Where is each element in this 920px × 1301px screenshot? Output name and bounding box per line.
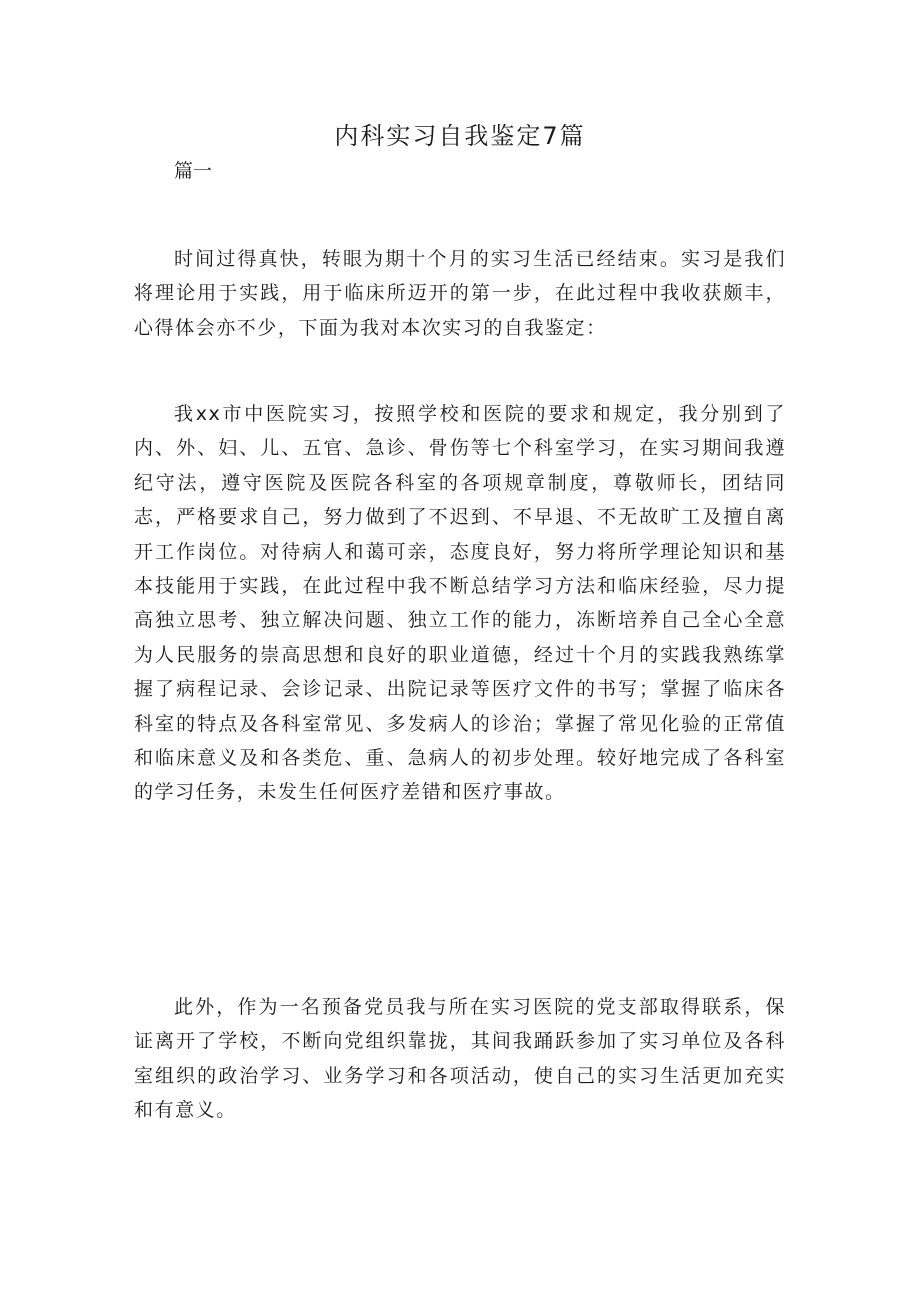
paragraph-internship-details: 我xx市中医院实习，按照学校和医院的要求和规定，我分别到了内、外、妇、儿、五官、急诊、骨伤等七个科室学习，在实习期间我遵纪守法，遵守医院及医院各科室的各项规章制度，尊敬师长，团结同志，严格要求自己，努力做到了不迟到、不早退、不无故旷工及擅自离开工作岗位。对待病人和蔼可亲，态度良好，努力将所学理论知识和基本技能用于实践，在此过程中我不断总结学习方法和临床经验，尽力提高独立思考、独立解决问题、独立工作的能力，冻断培养自己全心全意为人民服务的崇高思想和良好的职业道德，经过十个月的实践我熟练掌握了病程记录、会诊记录、出院记录等医疗文件的书写；掌握了临床各科室的特点及各科室常见、多发病人的诊治；掌握了常见化验的正常值和临床意义及和各类危、重、急病人的初步处理。较好地完成了各科室的学习任务，未发生任何医疗差错和医疗事故。 [134,403,786,804]
paragraph-party-activities: 此外，作为一名预备党员我与所在实习医院的党支部取得联系，保证离开了学校，不断向党组织靠拢，其间我踊跃参加了实习单位及各科室组织的政治学习、业务学习和各项活动，使自己的实习生活更加充实和有意义。 [134,996,786,1122]
section-label: 篇一 [174,160,213,182]
document-title: 内科实习自我鉴定7篇 [334,122,586,150]
paragraph-intro: 时间过得真快，转眼为期十个月的实习生活已经结束。实习是我们将理论用于实践，用于临床所迈开的第一步，在此过程中我收获颇丰，心得体会亦不少，下面为我对本次实习的自我鉴定： [134,248,786,339]
